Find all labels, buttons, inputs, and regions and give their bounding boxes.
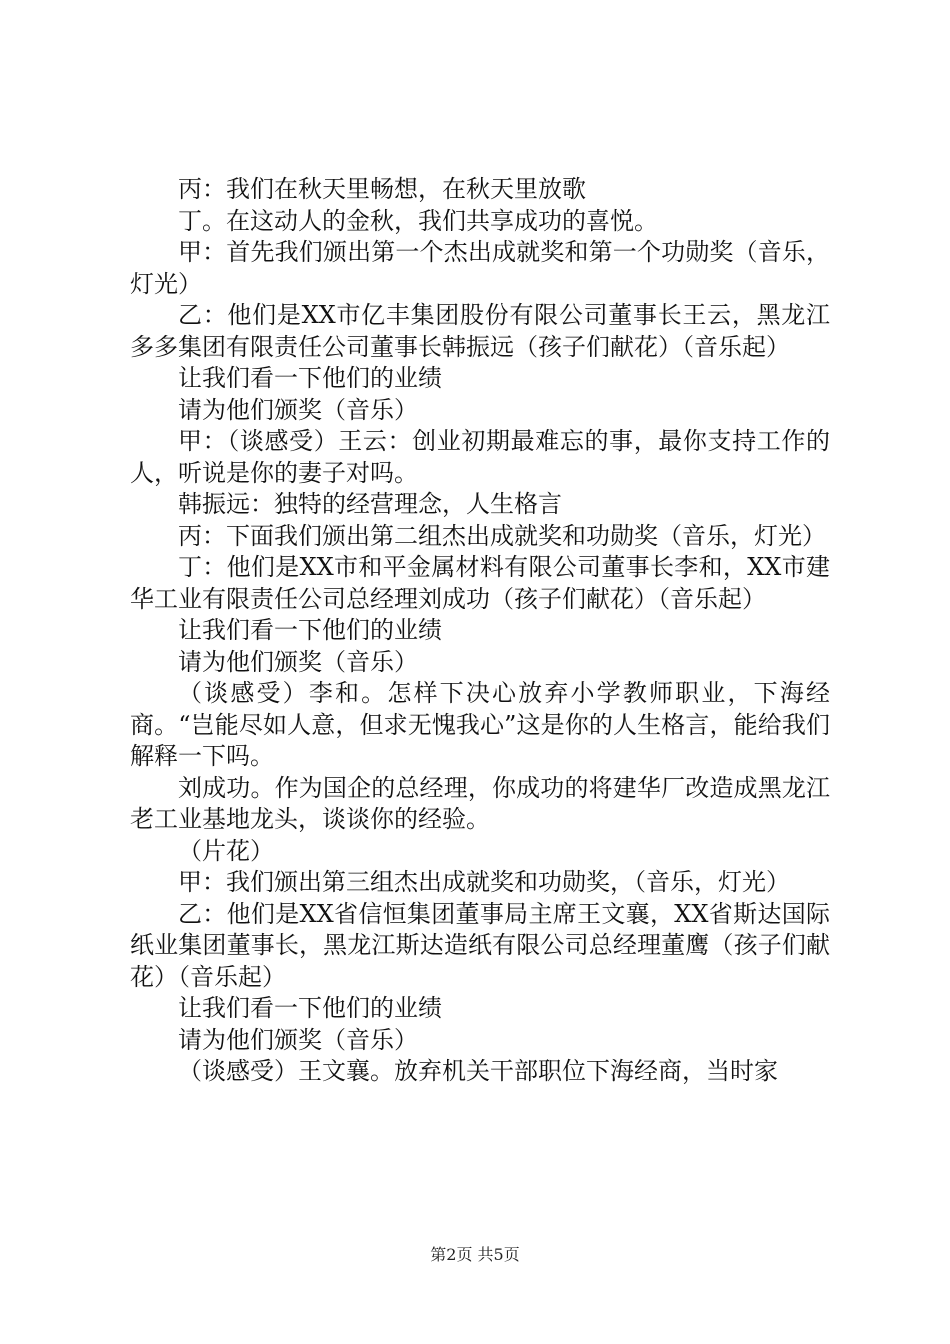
paragraph-14: 刘成功。作为国企的总经理，你成功的将建华厂改造成黑龙江老工业基地龙头，谈谈你的经验。 bbox=[130, 773, 830, 833]
paragraph-15: （片花） bbox=[178, 836, 274, 865]
paragraph-6: 请为他们颁奖（音乐） bbox=[178, 395, 418, 424]
paragraph-20: （谈感受）王文襄。放弃机关干部职位下海经商，当时家 bbox=[178, 1057, 778, 1085]
paragraph-3: 甲：首先我们颁出第一个杰出成就奖和第一个功勋奖（音乐，灯光） bbox=[130, 238, 830, 298]
paragraph-13: （谈感受）李和。怎样下决心放弃小学教师职业，下海经商。“岂能尽如人意，但求无愧我心”这是你的人生格言，能给我们解释一下吗。 bbox=[130, 679, 830, 770]
paragraph-17: 乙：他们是XX省信恒集团董事局主席王文襄，XX省斯达国际纸业集团董事长，黑龙江斯达造纸有限公司总经理董鹰（孩子们献花）（音乐起） bbox=[130, 899, 830, 991]
paragraph-19: 请为他们颁奖（音乐） bbox=[178, 1025, 418, 1054]
paragraph-2: 丁。在这动人的金秋，我们共享成功的喜悦。 bbox=[178, 206, 658, 235]
paragraph-7: 甲：（谈感受）王云：创业初期最难忘的事，最你支持工作的人，听说是你的妻子对吗。 bbox=[130, 427, 830, 487]
paragraph-4: 乙：他们是XX市亿丰集团股份有限公司董事长王云，黑龙江多多集团有限责任公司董事长韩振远（孩子们献花）（音乐起） bbox=[130, 301, 830, 361]
paragraph-12: 请为他们颁奖（音乐） bbox=[178, 647, 418, 676]
paragraph-8: 韩振远：独特的经营理念，人生格言 bbox=[178, 490, 562, 518]
paragraph-9: 丙：下面我们颁出第二组杰出成就奖和功勋奖（音乐，灯光） bbox=[178, 521, 826, 550]
paragraph-5: 让我们看一下他们的业绩 bbox=[178, 364, 442, 392]
page-number-footer: 第2页 共5页 bbox=[430, 1245, 520, 1264]
paragraph-16: 甲：我们颁出第三组杰出成就奖和功勋奖，（音乐，灯光） bbox=[178, 868, 790, 896]
paragraph-1: 丙：我们在秋天里畅想，在秋天里放歌 bbox=[178, 175, 586, 203]
paragraph-18: 让我们看一下他们的业绩 bbox=[178, 994, 442, 1022]
paragraph-11: 让我们看一下他们的业绩 bbox=[178, 616, 442, 644]
document-body bbox=[130, 174, 830, 1088]
paragraph-10: 丁：他们是XX市和平金属材料有限公司董事长李和，XX市建华工业有限责任公司总经理刘成功（孩子们献花）（音乐起） bbox=[130, 553, 830, 613]
